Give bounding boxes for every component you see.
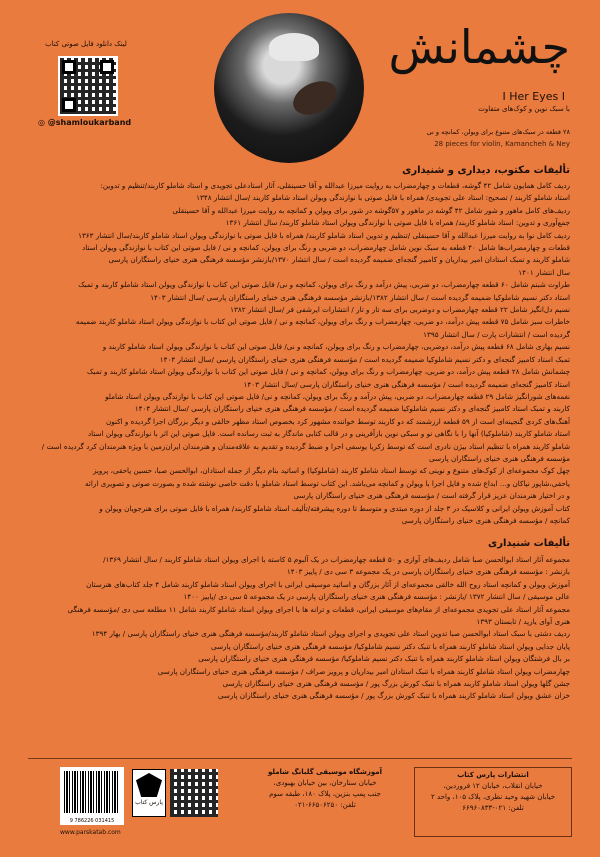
isbn-barcode [60, 767, 124, 825]
list-item: شاملو کاربند همراه با تنظیم استاد بیژن نادری است که توسط زکریا یوسفی اجرا و ضبط گردیده و تقدیم به علاقه‌مندان و هنرمندان ایران‌زمین با ویژه هنرمندان کرد گردیده است / [41, 441, 570, 451]
list-item: کتاب آموزش ویولن ایرانی و کلاسیک در ۳ جلد از دوره مبتدی و متوسط تا دوره پیشرفته/تألیف استاد شاملو کاربند/ همراه با فایل صوتی برای هنرجویان ویولن و [99, 503, 570, 513]
photo-hair [269, 33, 319, 61]
qr-pattern [170, 769, 218, 817]
list-item: قطعات و چهارمضراب‌ها شامل ۴۰ قطعه به سبک نوین شامل چهارمضراب، دو ضربی و رنگ برای ویولن، کمانچه و نی / فایل صوتی این کتاب با نوازندگی ویولن استاد [82, 243, 570, 253]
list-item: آهنگ‌های کردی گنجینه‌ای است از ۵۹ قطعه ارزشمند که دو کاربند توسط خواننده مشهور کرد بخصوص استاد مظهر خالقی و دیگر بزرگان اجرا گردیده و اکنون [106, 416, 570, 426]
list-item: خاطرات سبز شامل ۷۵ قطعه پیش درآمد، دو ضربی، چهارمضراب و رنگ برای ویولن، کمانچه و نی / فایل صوتی این کتاب با نوازندگی ویولن استاد شاملو کاربند ضمیمه [75, 317, 570, 327]
list-item: یاحقی،شاپور نیاکان و... ابداع شده و فایل اجرا با ویولن و کمانچه می‌باشد. این کتاب توسط استاد شاملو با دقت خاصی نوشته شده و بصورت صوتی و تصویری ارائه [85, 478, 570, 488]
list-item: نسیم بهاری شامل ۶۸ قطعه پیش درآمد، دوضربی، چهارمضراب و رنگ برای ویولن، کمانچه و نی/ فایل صوتی این کتاب با نوازندگی ویولن استاد شاملو کاربند و [102, 342, 570, 352]
list-item: چهل کوک مجموعه‌ای از کوک‌های متنوع و نوینی که توسط استاد شاملو کاربند (شاملوکیا) و اساتید بنام دیگر از جمله استادان، ابوالحسن صبا، حسین یاحقی، پرویز [92, 466, 570, 476]
list-item: مؤسسه فرهنگی هنری خنیای راستگاران پارسی [429, 453, 570, 463]
section-title-audio: تألیفات شنیداری [488, 538, 570, 549]
school-info [230, 767, 420, 837]
list-item: تمبک استاد کامبیز گنجه‌ای و دکتر نسیم شاملوکیا ضمیمه گردیده است / مؤسسه فرهنگی هنری خنیای راستگاران پارسی /سال انتشار ۱۴۰۴ [159, 354, 570, 364]
list-item: چشمانش شامل ۲۸ قطعه پیش درآمد، دو ضربی، چهارمضراب و رنگ برای ویولن، کمانچه و نی / فایل صوتی این کتاب با نوازندگی ویولن استاد شاملو کاربند و تمبک [86, 367, 570, 377]
list-item: عالی موسیقی / سال انتشار ۱۳۷۲ /بازنشر : مؤسسه فرهنگی هنری خنیای راستگاران پارسی در یک مجموعه ۵ سی دی /پاییز ۱۴۰۰ [183, 592, 570, 602]
list-item: ردیف کامل نوا به روایت میرزا عبدالله و آقا حسینقلی /تنظیم و تدوین استاد شاملو کاربند/ همراه با فایل صوتی با نوازندگی ویولن استاد شاملو کاربند/سال انتشار ۱۳۶۳ [78, 230, 570, 240]
school-name: آموزشگاه موسیقی گلبانگ شاملو [267, 768, 383, 776]
website-link[interactable]: www.parskatab.com [60, 829, 121, 836]
list-item: کاربند و تمبک استاد کامبیز گنجه‌ای و دکتر نسیم شاملوکیا ضمیمه گردیده است / مؤسسه فرهنگی هنری خنیای راستگاران پارسی /سال انتشار ۱۴۰۴ [134, 404, 570, 414]
list-item: مجموعه آثار استاد ابوالحسن صبا شامل ردیف‌های آوازی و ۵۰ قطعه چهارمضراب در یک آلبوم ۵ کاسته با اجرای ویولن استاد شاملو کاربند / سال انتشار ۱۳۶۹/ [103, 555, 570, 564]
list-item: خزان عشق ویولن استاد شاملو کاربند همراه با تنبک کورش بزرگ پور / مؤسسه فرهنگی هنری خنیای راستگاران پارسی [217, 691, 570, 701]
list-item: ردیف کامل همایون شامل ۴۲ گوشه، قطعات و چهارمضراب به روایت میرزا عبدالله و آقا حسینقلی، آثار استادعلی تجویدی و استاد شاملو کاربند/تنظیم و تدوین: [100, 181, 570, 190]
book-title-en: I Her Eyes I [502, 90, 565, 103]
author-photo [214, 13, 364, 163]
list-item: استاد کامبیز گنجه‌ای ضمیمه گردیده است / مؤسسه فرهنگی هنری خنیای راستگاران پارسی /سال انتشار ۱۴۰۳ [243, 379, 570, 389]
section-title-written: تألیفات مکتوب، دیداری و شنیداری [402, 165, 570, 176]
school-phone: تلفن: ۶۶۵۰۶۲۵۰-۰۲۱ [294, 801, 356, 809]
pieces-description-en: 28 pieces for violin, Kamancheh & Ney [434, 140, 570, 148]
list-item: استاد شاملو کاربند / تصحیح: استاد علی تجویدی/ همراه با فایل صوتی با نوازندگی ویولن استاد شاملو کاربند /سال انتشار ۱۳۴۸ [196, 193, 570, 203]
list-item: ردیف دشتی با سبک استاد ابوالحسن صبا تدوین استاد علی تجویدی و اجرای ویولن استاد شاملو کاربند/مؤسسه فرهنگی هنری خنیای راستگاران پارسی / بهار ۱۳۹۴ [91, 629, 570, 639]
list-item: استاد شاملو کاربند (شاملوکیا) آنها را با نگاهی نو و سبکی نوین بازآفرینی و در قالب کتابی ماندگار به ثبت رسانده است. فایل صوتی این اثر با نوازندگی ویولن استاد [87, 429, 570, 439]
list-item: سال انتشار ۱۴۰۱ [518, 267, 570, 277]
list-item: شاملو کاربند و تمبک استادان امیر بیداریان و کامبیز گنجه‌ای ضمیمه گردیده است / سال انتشار ۱۳۷۰/بازنشر مؤسسه فرهنگی هنری خنیای راستگاران پارسی [108, 255, 570, 265]
publisher-info [414, 767, 572, 837]
list-item: پایان جدایی ویولن استاد شاملو کاربند همراه با تنبک دکتر نسیم شاملوکیا/ مؤسسه فرهنگی هنری خنیای راستگاران پارسی [211, 641, 570, 651]
footer-qr-code[interactable] [170, 769, 218, 817]
audio-works-list [30, 554, 570, 703]
photo-violin [288, 75, 342, 122]
logo-caption: پارس کتاب [135, 799, 163, 806]
list-item: بازنشر : مؤسسه فرهنگی هنری خنیای راستگاران پارسی در یک مجموعه ۳ سی دی / پاییز ۱۴۰۳ [286, 567, 570, 577]
list-item: کمانچه / مؤسسه فرهنگی هنری خنیای راستگاران پارسی [401, 515, 570, 525]
list-item: ردیف‌های کامل ماهور و شور شامل ۴۲ گوشه در ماهور و ۵۷گوشه در شور برای ویولن و کمانچه به روایت میرزا عبدالله و آقا حسینقلی [172, 205, 570, 215]
qr-eye-icon [62, 98, 76, 112]
instagram-handle[interactable]: ◎ @shamloukarband [38, 118, 132, 127]
list-item: طراوت شبنم شامل ۶۰ قطعه چهارمضراب، دو ضربی، پیش درآمد و رنگ برای ویولن، کمانچه و نی/ فایل صوتی این کتاب با نوازندگی ویولن استاد شاملو کاربند و تمبک [78, 280, 570, 290]
publisher-logo [132, 769, 166, 817]
footer [28, 758, 572, 841]
download-qr-code[interactable] [58, 56, 118, 116]
written-works-list [30, 180, 570, 527]
school-address-line: خیابان ستارخان، بین خیابان بهبودی، [273, 779, 377, 787]
school-address-line: جنب پمپ بنزین، پلاک ۱۸۰، طبقه سوم [269, 790, 381, 798]
instagram-icon: ◎ [38, 118, 45, 127]
list-item: هنری آوای یارید / تابستان ۱۳۹۳ [476, 617, 570, 627]
publisher-address-line: خیابان شهید وحید نظری، پلاک ۱۰۵، واحد ۲ [430, 793, 556, 801]
book-title: چشمانش [388, 20, 570, 74]
list-item: نغمه‌های شورانگیز شامل ۲۹ قطعه چهارمضراب، دو ضربی، پیش درآمد و رنگ برای ویولن، کمانچه و نی/ فایل صوتی این کتاب با نوازندگی ویولن استاد شاملو [105, 391, 570, 401]
pieces-description: ۲۸ قطعه در سبک‌های متنوع برای ویولن، کمانچه و نی [426, 128, 570, 136]
list-item: نسیم دل‌انگیز شامل ۲۲ قطعه چهارمضراب و دوضربی برای سه تار و تار / انتشارات ایرشفی فر /سال انتشار ۱۳۸۲ [230, 305, 570, 315]
publisher-address-line: خیابان انقلاب، خیابان ۱۲ فروردین، [443, 782, 543, 790]
barcode-number: 9 786226 031415 [69, 818, 115, 824]
list-item: استاد دکتر نسیم شاملوکیا ضمیمه گردیده است / سال انتشار ۱۳۸۲/بازنشر مؤسسه فرهنگی هنری خنیای راستگاران پارسی /سال انتشار ۱۴۰۳ [150, 292, 570, 302]
book-subtitle: با سبک نوین و کوک‌های متفاوت [478, 105, 570, 113]
publisher-phone: تلفن: ۰۲۱-۶۶۹۶۰۸۳۳ [462, 804, 524, 812]
list-item: و در اختیار هنرمندان عزیز قرار گرفته است / مؤسسه فرهنگی هنری خنیای راستگاران پارسی [293, 491, 570, 501]
list-item: بر بال فرشتگان ویولن استاد شاملو کاربند همراه با تنبک دکتر نسیم شاملوکیا/ مؤسسه فرهنگی هنری خنیای راستگاران پارسی [198, 654, 570, 664]
list-item: جمع‌آوری و تدوین: استاد شاملو کاربند/ همراه با فایل صوتی با نوازندگی ویولن استاد شاملو کاربند/ سال انتشار ۱۳۶۱ [225, 218, 570, 228]
list-item: چهارمضراب ویولن استاد شاملو کاربند همراه با تنبک استادان امیر بیداریان و پرویز صراف / مؤسسه فرهنگی هنری خنیای راستگاران پارسی [157, 666, 570, 676]
qr-eye-icon [62, 60, 76, 74]
list-item: جشن گلها ویولن استاد شاملو کاربند همراه با تنبک کورش بزرگ پور / مؤسسه فرهنگی هنری خنیای راستگاران پارسی [222, 679, 570, 689]
list-item: آموزش ویولن و کمانچه استاد روح الله خالقی مجموعه‌ای از آثار بزرگان و اساتید موسیقی ایرانی با اجرای ویولن استاد شاملو کاربند شامل ۴ جلد کتاب‌های هنرستان [86, 579, 570, 589]
list-item: گردیده است / انتشارات پارت / سال انتشار ۱۳۹۵ [423, 329, 570, 339]
list-item: مجموعه آثار استاد علی تجویدی مجموعه‌ای از مقام‌های موسیقی ایرانی، قطعات و ترانه ها با اجرای ویولن استاد شاملو کاربند شامل ۱۱ مطلعه سی دی /مؤسسه فرهنگی [67, 604, 570, 614]
publisher-name: انتشارات پارس کتاب [457, 771, 529, 779]
barcode-bars [64, 771, 120, 813]
qr-eye-icon [100, 60, 114, 74]
download-link-label: لینک دانلود فایل صوتی کتاب [45, 40, 127, 48]
publisher-logo-icon [136, 773, 162, 797]
